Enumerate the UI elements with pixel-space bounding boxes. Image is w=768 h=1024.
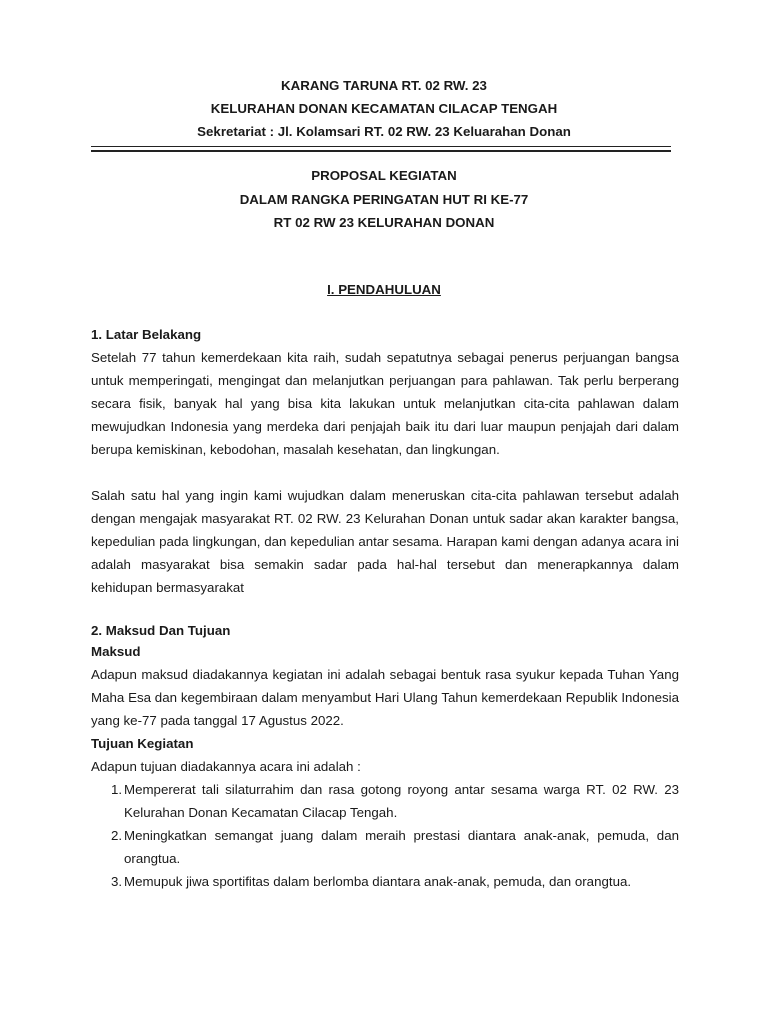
list-item [91, 778, 679, 824]
list-item-text: Meningkatkan semangat juang dalam meraih prestasi diantara anak-anak, pemuda, dan orangtua. [124, 828, 679, 866]
latar-paragraph-1: Setelah 77 tahun kemerdekaan kita raih, sudah sepatutnya sebagai penerus perjuangan bangsa untuk memperingati, mengingat dan melanjutkan perjuangan para pahlawan. Tak perlu berperang secara fisik, banyak hal yang bisa kita lakukan untuk melanjutkan cita-cita pahlawan dalam mewujudkan Indonesia yang merdeka dari penjajah baik itu dari luar maupun penjajah dari dalam berupa kemiskinan, kebodohan, masalah kesehatan, dan lingkungan. [91, 350, 679, 457]
maksud-tujuan-heading: 2. Maksud Dan Tujuan [91, 623, 231, 638]
header-district: KELURAHAN DONAN KECAMATAN CILACAP TENGAH [210, 101, 558, 116]
header-rule-top [91, 146, 671, 147]
list-item [91, 824, 679, 870]
latar-paragraph-2: Salah satu hal yang ingin kami wujudkan dalam meneruskan cita-cita pahlawan tersebut adalah dengan mengajak masyarakat RT. 02 RW. 23 Kelurahan Donan untuk sadar akan karakter bangsa, kepedulian pada lingkungan, dan kepedulian antar sesama. Harapan kami dengan adanya acara ini adalah masyarakat bisa semakin sadar pada hal-hal tersebut dan menerapkannya dalam kehidupan bermasyarakat [91, 488, 679, 595]
proposal-title-line1: PROPOSAL KEGIATAN [311, 168, 457, 183]
header-org: KARANG TARUNA RT. 02 RW. 23 [281, 78, 487, 93]
list-item-number: 1. [111, 782, 123, 797]
list-item [91, 870, 679, 893]
tujuan-list [91, 778, 679, 893]
proposal-title-line3: RT 02 RW 23 KELURAHAN DONAN [273, 215, 495, 230]
tujuan-intro: Adapun tujuan diadakannya acara ini adalah : [91, 759, 361, 774]
list-item-text: Mempererat tali silaturrahim dan rasa gotong royong antar sesama warga RT. 02 RW. 23 Kelurahan Donan Kecamatan Cilacap Tengah. [124, 782, 679, 820]
tujuan-label: Tujuan Kegiatan [91, 736, 194, 751]
header-address: Sekretariat : Jl. Kolamsari RT. 02 RW. 23 Keluarahan Donan [197, 124, 571, 139]
proposal-title-line2: DALAM RANGKA PERINGATAN HUT RI KE-77 [239, 192, 529, 207]
list-item-number: 3. [111, 874, 123, 889]
maksud-paragraph: Adapun maksud diadakannya kegiatan ini adalah sebagai bentuk rasa syukur kepada Tuhan Yang Maha Esa dan kegembiraan dalam menyambut Hari Ulang Tahun kemerdekaan Republik Indonesia yang ke-77 pada tanggal 17 Agustus 2022. [91, 667, 679, 728]
list-item-text: Memupuk jiwa sportifitas dalam berlomba diantara anak-anak, pemuda, dan orangtua. [124, 874, 632, 889]
section-title: I. PENDAHULUAN [327, 282, 441, 297]
latar-belakang-heading: 1. Latar Belakang [91, 327, 202, 342]
list-item-number: 2. [111, 828, 123, 843]
maksud-label: Maksud [91, 644, 141, 659]
header-rule-bottom [91, 150, 671, 152]
